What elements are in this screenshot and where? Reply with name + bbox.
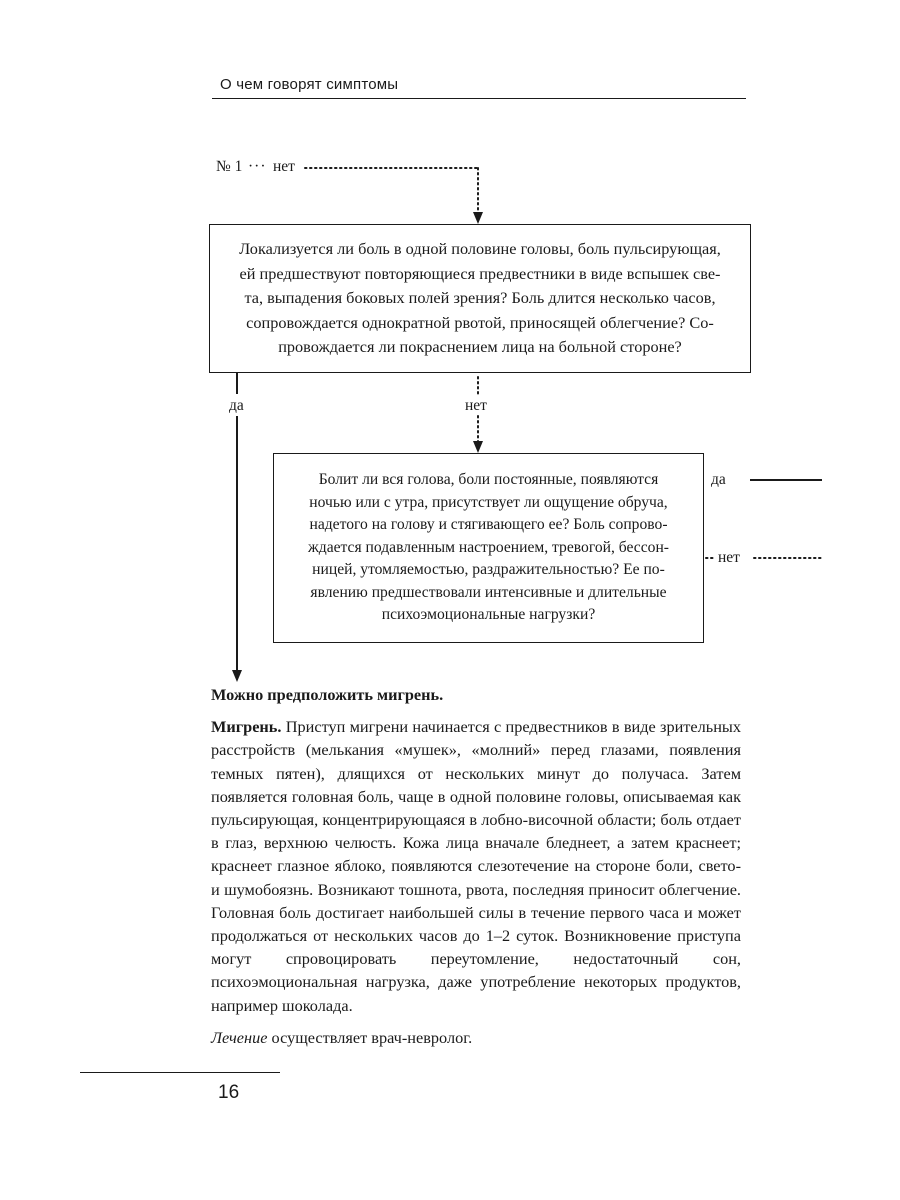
q1-yes-arrow-head (232, 670, 242, 682)
q1-no-arrow-head (473, 441, 483, 453)
start-node-label: № 1 (216, 158, 243, 175)
question-1-text (239, 237, 721, 360)
migraine-text: Приступ мигрени начинается с предвестников в виде зрительных расстройств (мелькания «мушек», «молний» перед глазами, появления темных пятен), длящихся от нескольких минут до получаса. Затем появляется головная боль, чаще в одной половине головы, описываемая как пульсирующая, концентрирующаяся в лобно-височной области; боль отдает в глаз, верхнюю челюсть. Кожа лица вначале бледнеет, а затем краснеет; краснеет глазное яблоко, появляются слезотечение на стороне боли, свето- и шумобоязнь. Возникают тошнота, рвота, последняя приносит облегчение. Головная боль достигает наибольшей силы в течение первого часа и может продолжаться от нескольких часов до 1–2 суток. Возникновение приступа могут спровоцировать переутомление, недостаточный сон, психоэмоциональная нагрузка, даже употребление некоторых продуктов, например шоколада. (211, 717, 741, 1015)
q2-no-label: нет (718, 549, 740, 566)
start-arrow-head (473, 212, 483, 224)
treatment-note (211, 1026, 741, 1049)
q1-no-label: нет (465, 397, 487, 414)
q2-line: надетого на голову и стягивающего ее? Боль сопрово- (309, 516, 668, 534)
q2-line: ждается подавленным настроением, тревогой, бессон- (307, 538, 669, 556)
q2-line: явлению предшествовали интенсивные и длительные (310, 583, 667, 601)
q2-line: Болит ли вся голова, боли постоянные, появляются (318, 470, 659, 488)
question-box-1 (209, 224, 751, 373)
start-no-label: нет (273, 158, 295, 175)
q2-line: ночью или с утра, присутствует ли ощущение обруча, (309, 493, 668, 511)
q1-line: ей предшествуют повторяющиеся предвестники в виде вспышек све- (239, 263, 721, 283)
page-number: 16 (218, 1082, 240, 1103)
q1-yes-label: да (229, 397, 244, 414)
q1-line: та, выпадения боковых полей зрения? Боль длится несколько часов, (244, 288, 716, 308)
q1-line: провождается ли покраснением лица на больной стороне? (278, 337, 682, 357)
question-2-text (308, 469, 669, 627)
migraine-term: Мигрень. (211, 717, 282, 737)
body-text (211, 683, 741, 1058)
start-ellipsis: ··· (248, 158, 267, 175)
footer-rule (80, 1072, 280, 1073)
running-head: О чем говорят симптомы (220, 76, 399, 93)
migraine-description (211, 715, 741, 1017)
q1-line: Локализуется ли боль в одной половине головы, боль пульсирующая, (239, 239, 721, 259)
treatment-text: осуществляет врач-невролог. (267, 1027, 473, 1047)
q2-line: ницей, утомляемостью, раздражительностью? Ее по- (312, 561, 665, 579)
q2-line: психоэмоциональные нагрузки? (381, 606, 596, 624)
conclusion-heading: Можно предположить мигрень. (211, 685, 444, 704)
q1-line: сопровождается однократной рвотой, приносящей облегчение? Со- (246, 312, 714, 332)
treatment-term: Лечение (211, 1027, 268, 1047)
q2-yes-label: да (711, 471, 726, 488)
question-box-2 (273, 453, 704, 643)
